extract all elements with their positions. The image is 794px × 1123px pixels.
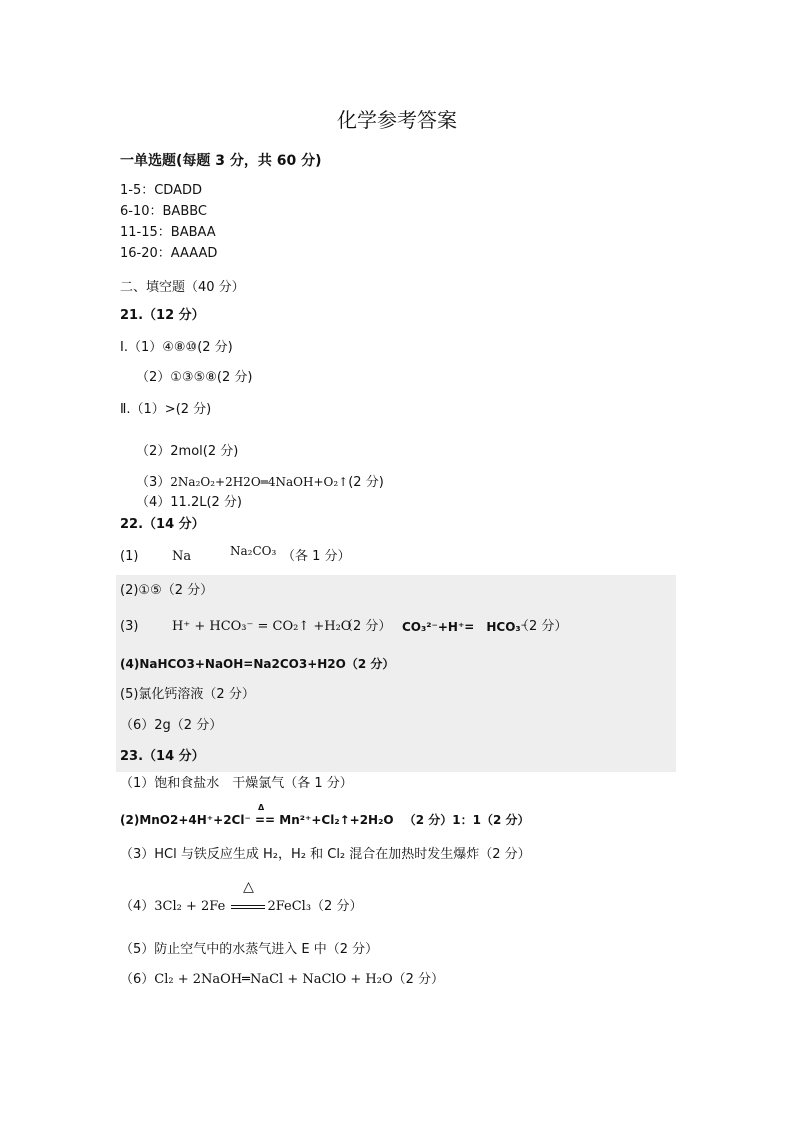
q23-p2-score: （2 分）1：1（2 分） [403, 813, 530, 827]
shaded-block [116, 575, 676, 772]
q23-p5: （5）防止空气中的水蒸气进入 E 中（2 分） [120, 942, 379, 957]
q23-p4-right: 2FeCl₃ [267, 899, 312, 914]
q22-p6: （6）2g（2 分） [120, 718, 223, 733]
q23-p6-equation: Cl₂ + 2NaOH═NaCl + NaClO + H₂O [154, 972, 393, 987]
q23-p4 [120, 879, 363, 916]
q22-p3-eq2: CO₃²⁻+H⁺= HCO₃⁻ [402, 620, 527, 634]
q23-p6-score: （2 分） [392, 972, 445, 987]
q22-p3-label: (3) [120, 619, 139, 634]
q23-p2-left: (2)MnO2+4H⁺+2Cl⁻ [120, 813, 251, 827]
q21-ii1: Ⅱ.（1）>(2 分) [120, 402, 212, 417]
q21-ii2: （2）2mol(2 分) [136, 444, 239, 459]
q23-p4-prefix: （4） [120, 899, 155, 914]
q23-p3: （3）HCl 与铁反应生成 H₂，H₂ 和 Cl₂ 混合在加热时发生爆炸（2 分） [120, 847, 531, 862]
q23-p4-left: 3Cl₂ + 2Fe [154, 899, 226, 914]
q22-p1-a: Na [172, 549, 192, 564]
q21-ii4: （4）11.2L(2 分) [136, 495, 243, 510]
q21-i1: Ⅰ.（1）④⑧⑩(2 分) [120, 340, 233, 355]
q22-p1-b: Na₂CO₃ [230, 544, 277, 558]
answer-line: 6-10：BABBC [120, 204, 208, 219]
q22-p2: (2)①⑤（2 分） [120, 583, 214, 598]
q21-ii3-equation: 2Na₂O₂+2H2O═4NaOH+O₂↑ [170, 475, 349, 489]
q21-ii3-prefix: （3） [136, 475, 171, 490]
section2-heading: 二、填空题（40 分） [120, 280, 245, 295]
q23-p6-prefix: （6） [120, 972, 155, 987]
q22-p1 [120, 544, 351, 566]
q23-p2 [120, 803, 530, 829]
q22-p3-score2: （2 分） [516, 619, 568, 634]
q22-p5: (5)氯化钙溶液（2 分） [120, 687, 255, 702]
heat-condition: Δ [257, 803, 265, 812]
q22-heading: 22.（14 分） [120, 517, 205, 532]
q22-p1-score: （各 1 分） [282, 549, 351, 564]
reaction-equals-bar [231, 905, 265, 909]
answer-line: 11-15：BABAA [120, 225, 216, 240]
q21-heading: 21.（12 分） [120, 308, 205, 323]
q22-p1-label: (1) [120, 549, 139, 564]
section1-heading: 一单选题(每题 3 分，共 60 分) [120, 153, 322, 169]
q22-p3 [120, 618, 568, 636]
answer-line: 1-5：CDADD [120, 183, 203, 198]
q23-p4-score: （2 分） [311, 899, 363, 914]
equals-sign: == [254, 813, 276, 827]
q23-p2-right: Mn²⁺+Cl₂↑+2H₂O [279, 813, 394, 827]
page-title: 化学参考答案 [337, 108, 457, 132]
heat-condition: △ [243, 879, 254, 895]
q23-p1: （1）饱和食盐水 干燥氯气（各 1 分） [120, 776, 353, 791]
q21-ii3-score: (2 分) [348, 475, 384, 490]
answer-line: 16-20：AAAAD [120, 246, 218, 261]
q22-p3-score1: （2 分） [340, 619, 392, 634]
q23-heading: 23.（14 分） [120, 749, 205, 764]
q23-p6 [120, 971, 444, 989]
q21-ii3 [136, 473, 384, 492]
q22-p3-eq1: H⁺ + HCO₃⁻ = CO₂↑ +H₂O [172, 619, 352, 634]
q22-p4: (4)NaHCO3+NaOH=Na2CO3+H2O（2 分） [120, 657, 395, 671]
q21-i2: （2）①③⑤⑧(2 分) [136, 370, 253, 385]
